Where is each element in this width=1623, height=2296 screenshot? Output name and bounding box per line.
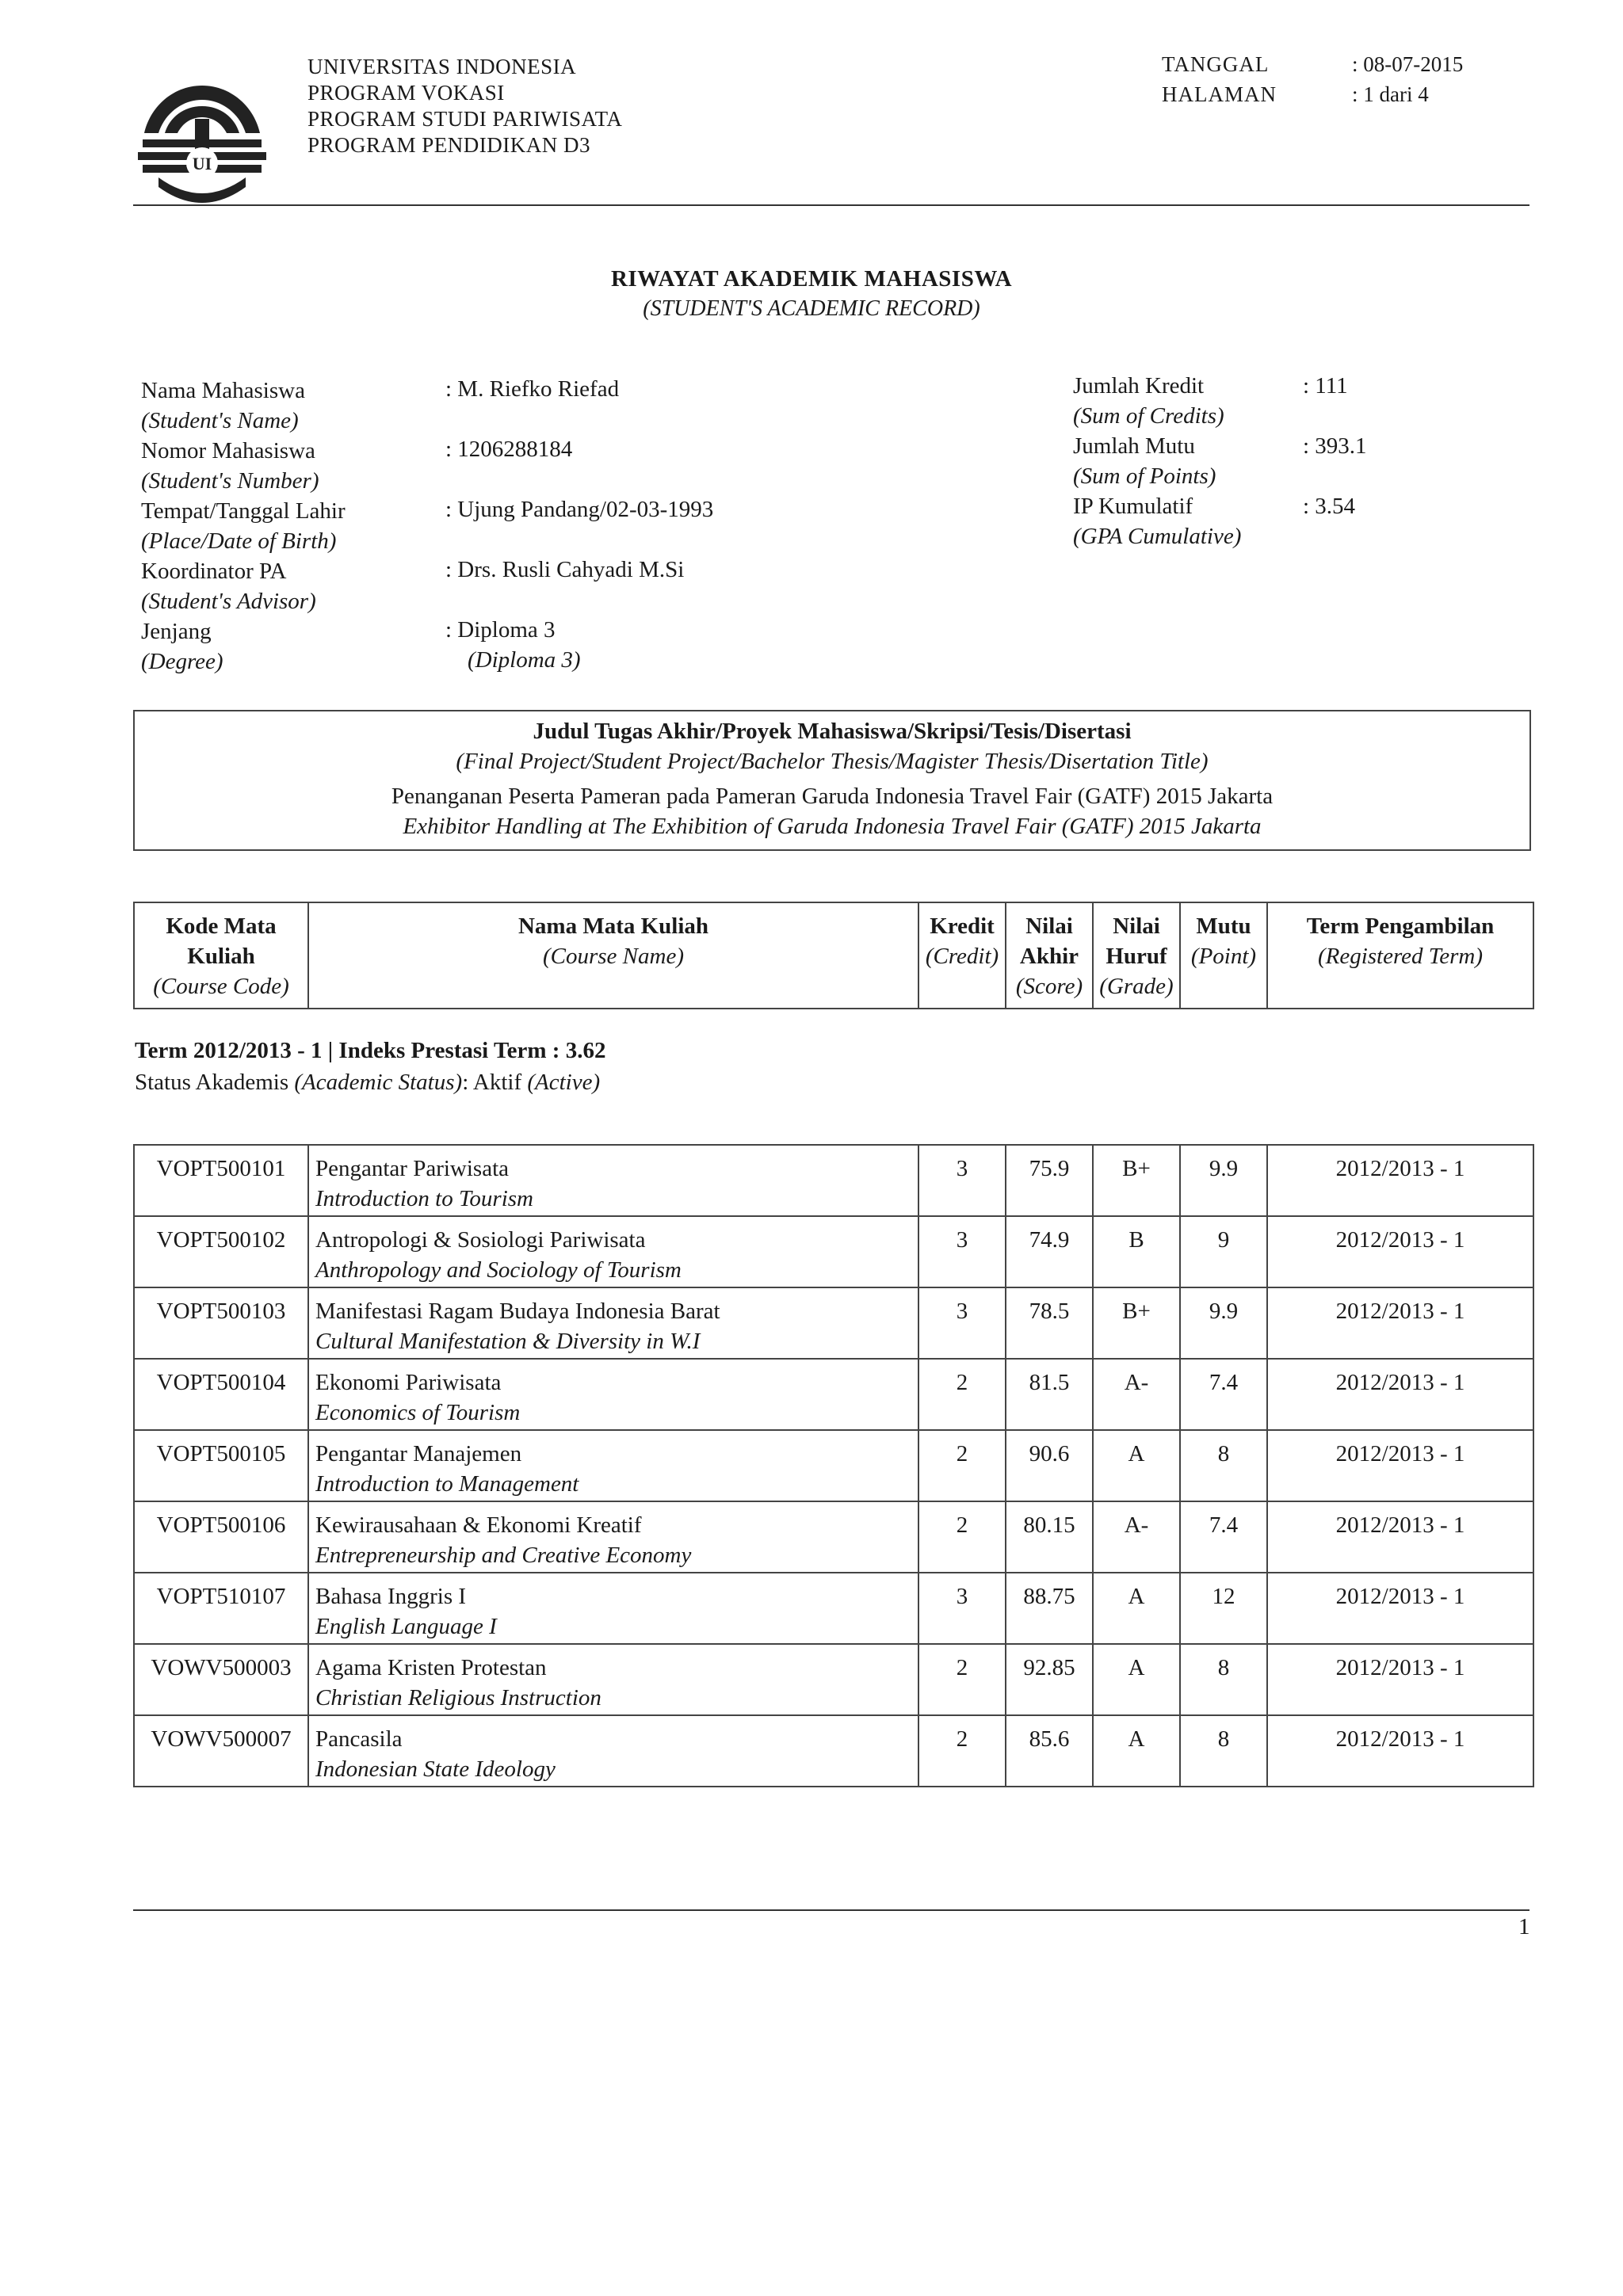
page-label: HALAMAN bbox=[1162, 82, 1277, 106]
advisor-label: Koordinator PA bbox=[141, 559, 287, 584]
header-divider bbox=[133, 204, 1529, 206]
course-point: 8 bbox=[1180, 1715, 1267, 1787]
course-score: 80.15 bbox=[1006, 1501, 1093, 1573]
footer-divider bbox=[133, 1909, 1529, 1911]
header-name-en: (Course Name) bbox=[542, 944, 684, 969]
course-point: 7.4 bbox=[1180, 1501, 1267, 1573]
student-number-value: : 1206288184 bbox=[445, 437, 573, 462]
gpa-label-en: (GPA Cumulative) bbox=[1073, 524, 1242, 549]
course-name-en: Christian Religious Instruction bbox=[315, 1685, 601, 1711]
course-term: 2012/2013 - 1 bbox=[1267, 1216, 1533, 1287]
student-name-value: : M. Riefko Riefad bbox=[445, 376, 620, 402]
course-name bbox=[308, 1359, 918, 1430]
course-score: 85.6 bbox=[1006, 1715, 1093, 1787]
table-row bbox=[134, 1573, 1533, 1644]
header-name-line: Nama Mata Kuliah bbox=[517, 913, 709, 939]
table-row bbox=[134, 1430, 1533, 1501]
header-point bbox=[1180, 902, 1267, 1009]
header-score bbox=[1006, 902, 1093, 1009]
course-name bbox=[308, 1501, 918, 1573]
student-number-label-en: (Student's Number) bbox=[141, 468, 319, 494]
institution-line: PROGRAM VOKASI bbox=[307, 81, 505, 105]
course-score: 74.9 bbox=[1006, 1216, 1093, 1287]
table-row bbox=[134, 1145, 1533, 1216]
course-score: 88.75 bbox=[1006, 1573, 1093, 1644]
credits-value: : 111 bbox=[1303, 373, 1348, 399]
status-value: : Aktif bbox=[462, 1070, 528, 1095]
course-code: VOPT510107 bbox=[134, 1573, 308, 1644]
gpa-label: IP Kumulatif bbox=[1073, 494, 1193, 519]
header-point-line: Mutu bbox=[1196, 913, 1251, 939]
document-subtitle: (STUDENT'S ACADEMIC RECORD) bbox=[643, 296, 980, 321]
header-grade-line2: Huruf bbox=[1106, 944, 1167, 969]
header-grade-line1: Nilai bbox=[1113, 913, 1160, 939]
course-name-en: English Language I bbox=[315, 1614, 497, 1639]
institution-block bbox=[307, 54, 622, 158]
course-term: 2012/2013 - 1 bbox=[1267, 1644, 1533, 1715]
course-point: 9 bbox=[1180, 1216, 1267, 1287]
course-point: 9.9 bbox=[1180, 1145, 1267, 1216]
course-name-en: Economics of Tourism bbox=[315, 1400, 521, 1425]
course-point: 7.4 bbox=[1180, 1359, 1267, 1430]
header-code-line1: Kode Mata bbox=[166, 913, 277, 939]
course-credit: 2 bbox=[918, 1644, 1006, 1715]
course-score: 81.5 bbox=[1006, 1359, 1093, 1430]
course-credit: 2 bbox=[918, 1715, 1006, 1787]
header-score-line1: Nilai bbox=[1025, 913, 1073, 939]
course-name-id: Antropologi & Sosiologi Pariwisata bbox=[315, 1227, 646, 1253]
credits-label: Jumlah Kredit bbox=[1073, 373, 1205, 399]
course-name-id: Bahasa Inggris I bbox=[315, 1584, 467, 1609]
course-name bbox=[308, 1430, 918, 1501]
institution-line: PROGRAM STUDI PARIWISATA bbox=[307, 107, 623, 131]
course-grade: A- bbox=[1093, 1359, 1180, 1430]
header-code-en: (Course Code) bbox=[153, 974, 289, 999]
header-code-line2: Kuliah bbox=[187, 944, 255, 969]
header-point-en: (Point) bbox=[1190, 944, 1257, 969]
course-credit: 3 bbox=[918, 1287, 1006, 1359]
degree-value-en: (Diploma 3) bbox=[468, 647, 581, 673]
final-project-title: Penanganan Peserta Pameran pada Pameran Garuda Indonesia Travel Fair (GATF) 2015 Jakarta bbox=[391, 784, 1274, 809]
header-grade bbox=[1093, 902, 1180, 1009]
document-meta bbox=[1162, 49, 1463, 109]
course-table bbox=[133, 1144, 1534, 1787]
course-grade: A bbox=[1093, 1573, 1180, 1644]
course-code: VOPT500104 bbox=[134, 1359, 308, 1430]
header-term bbox=[1267, 902, 1533, 1009]
degree-value: : Diploma 3 bbox=[445, 617, 556, 643]
course-term: 2012/2013 - 1 bbox=[1267, 1145, 1533, 1216]
document-title: RIWAYAT AKADEMIK MAHASISWA bbox=[610, 266, 1013, 292]
advisor-label-en: (Student's Advisor) bbox=[141, 589, 316, 614]
final-project-box bbox=[133, 710, 1531, 851]
header-score-line2: Akhir bbox=[1019, 944, 1079, 969]
table-row bbox=[134, 1501, 1533, 1573]
status-value-en: (Active) bbox=[527, 1070, 601, 1095]
course-name-en: Anthropology and Sociology of Tourism bbox=[315, 1257, 682, 1283]
academic-status bbox=[135, 1070, 600, 1096]
course-code: VOPT500101 bbox=[134, 1145, 308, 1216]
table-row bbox=[134, 1644, 1533, 1715]
course-grade: B+ bbox=[1093, 1145, 1180, 1216]
course-score: 75.9 bbox=[1006, 1145, 1093, 1216]
course-code: VOPT500102 bbox=[134, 1216, 308, 1287]
birth-label-en: (Place/Date of Birth) bbox=[141, 528, 337, 554]
course-name bbox=[308, 1145, 918, 1216]
course-grade: A- bbox=[1093, 1501, 1180, 1573]
header-credit-en: (Credit) bbox=[925, 944, 999, 969]
birth-label: Tempat/Tanggal Lahir bbox=[141, 498, 346, 524]
course-name-id: Ekonomi Pariwisata bbox=[315, 1370, 502, 1395]
course-header-table bbox=[133, 902, 1534, 1009]
course-score: 78.5 bbox=[1006, 1287, 1093, 1359]
table-row bbox=[134, 1715, 1533, 1787]
course-name-id: Pengantar Pariwisata bbox=[315, 1156, 510, 1181]
course-code: VOWV500007 bbox=[134, 1715, 308, 1787]
page-value: : 1 dari 4 bbox=[1352, 82, 1429, 106]
header-course-code bbox=[134, 902, 308, 1009]
points-label: Jumlah Mutu bbox=[1073, 433, 1195, 459]
course-term: 2012/2013 - 1 bbox=[1267, 1359, 1533, 1430]
student-name-label-en: (Student's Name) bbox=[141, 408, 299, 433]
header-term-en: (Registered Term) bbox=[1317, 944, 1484, 969]
advisor-value: : Drs. Rusli Cahyadi M.Si bbox=[445, 557, 685, 582]
course-credit: 3 bbox=[918, 1145, 1006, 1216]
course-term: 2012/2013 - 1 bbox=[1267, 1573, 1533, 1644]
status-label-en: (Academic Status) bbox=[294, 1070, 463, 1095]
gpa-value: : 3.54 bbox=[1303, 494, 1356, 519]
course-name bbox=[308, 1216, 918, 1287]
degree-label: Jenjang bbox=[141, 619, 212, 644]
course-code: VOPT500105 bbox=[134, 1430, 308, 1501]
points-value: : 393.1 bbox=[1303, 433, 1367, 459]
svg-text:UI: UI bbox=[192, 154, 212, 174]
final-project-heading-en: (Final Project/Student Project/Bachelor Thesis/Magister Thesis/Disertation Title) bbox=[456, 749, 1209, 774]
course-name-en: Introduction to Management bbox=[315, 1471, 579, 1497]
course-credit: 2 bbox=[918, 1501, 1006, 1573]
header-score-en: (Score) bbox=[1015, 974, 1083, 999]
institution-line: PROGRAM PENDIDIKAN D3 bbox=[307, 133, 591, 157]
course-credit: 3 bbox=[918, 1216, 1006, 1287]
course-score: 92.85 bbox=[1006, 1644, 1093, 1715]
course-grade: A bbox=[1093, 1715, 1180, 1787]
course-name-id: Pancasila bbox=[315, 1726, 403, 1752]
course-name bbox=[308, 1573, 918, 1644]
course-credit: 2 bbox=[918, 1430, 1006, 1501]
course-name-en: Introduction to Tourism bbox=[315, 1186, 534, 1211]
course-grade: B bbox=[1093, 1216, 1180, 1287]
header-course-name bbox=[308, 902, 918, 1009]
header-grade-en: (Grade) bbox=[1099, 974, 1174, 999]
status-label: Status Akademis bbox=[135, 1070, 295, 1095]
course-credit: 2 bbox=[918, 1359, 1006, 1430]
table-row bbox=[134, 1287, 1533, 1359]
course-name bbox=[308, 1715, 918, 1787]
course-point: 8 bbox=[1180, 1644, 1267, 1715]
points-label-en: (Sum of Points) bbox=[1073, 463, 1216, 489]
date-value: : 08-07-2015 bbox=[1352, 52, 1464, 76]
course-term: 2012/2013 - 1 bbox=[1267, 1501, 1533, 1573]
term-heading: Term 2012/2013 - 1 | Indeks Prestasi Term : 3.62 bbox=[135, 1038, 606, 1063]
course-point: 9.9 bbox=[1180, 1287, 1267, 1359]
course-name-en: Indonesian State Ideology bbox=[315, 1756, 556, 1782]
header-credit bbox=[918, 902, 1006, 1009]
course-name bbox=[308, 1287, 918, 1359]
course-grade: A bbox=[1093, 1430, 1180, 1501]
table-row bbox=[134, 1359, 1533, 1430]
course-name-en: Cultural Manifestation & Diversity in W.I bbox=[315, 1329, 701, 1354]
student-name-label: Nama Mahasiswa bbox=[141, 378, 305, 403]
course-term: 2012/2013 - 1 bbox=[1267, 1287, 1533, 1359]
page-number: 1 bbox=[1518, 1914, 1530, 1939]
course-name-id: Kewirausahaan & Ekonomi Kreatif bbox=[315, 1512, 642, 1538]
birth-value: : Ujung Pandang/02-03-1993 bbox=[445, 497, 714, 522]
course-code: VOPT500103 bbox=[134, 1287, 308, 1359]
header-credit-line: Kredit bbox=[930, 913, 995, 939]
course-name bbox=[308, 1644, 918, 1715]
course-code: VOPT500106 bbox=[134, 1501, 308, 1573]
course-grade: A bbox=[1093, 1644, 1180, 1715]
course-point: 8 bbox=[1180, 1430, 1267, 1501]
date-label: TANGGAL bbox=[1162, 52, 1270, 76]
course-name-id: Manifestasi Ragam Budaya Indonesia Barat bbox=[315, 1299, 720, 1324]
university-seal-logo bbox=[127, 70, 277, 220]
course-term: 2012/2013 - 1 bbox=[1267, 1715, 1533, 1787]
course-name-id: Pengantar Manajemen bbox=[315, 1441, 522, 1466]
course-credit: 3 bbox=[918, 1573, 1006, 1644]
table-row bbox=[134, 1216, 1533, 1287]
final-project-title-en: Exhibitor Handling at The Exhibition of Garuda Indonesia Travel Fair (GATF) 2015 Jakarta bbox=[403, 814, 1262, 839]
course-name-en: Entrepreneurship and Creative Economy bbox=[315, 1543, 692, 1568]
course-score: 90.6 bbox=[1006, 1430, 1093, 1501]
student-number-label: Nomor Mahasiswa bbox=[141, 438, 315, 463]
degree-label-en: (Degree) bbox=[141, 649, 223, 674]
final-project-heading: Judul Tugas Akhir/Proyek Mahasiswa/Skripsi/Tesis/Disertasi bbox=[533, 719, 1132, 744]
course-term: 2012/2013 - 1 bbox=[1267, 1430, 1533, 1501]
course-point: 12 bbox=[1180, 1573, 1267, 1644]
header-term-line: Term Pengambilan bbox=[1306, 913, 1495, 939]
course-grade: B+ bbox=[1093, 1287, 1180, 1359]
credits-label-en: (Sum of Credits) bbox=[1073, 403, 1224, 429]
course-code: VOWV500003 bbox=[134, 1644, 308, 1715]
course-name-id: Agama Kristen Protestan bbox=[315, 1655, 547, 1680]
institution-line: UNIVERSITAS INDONESIA bbox=[307, 55, 577, 78]
